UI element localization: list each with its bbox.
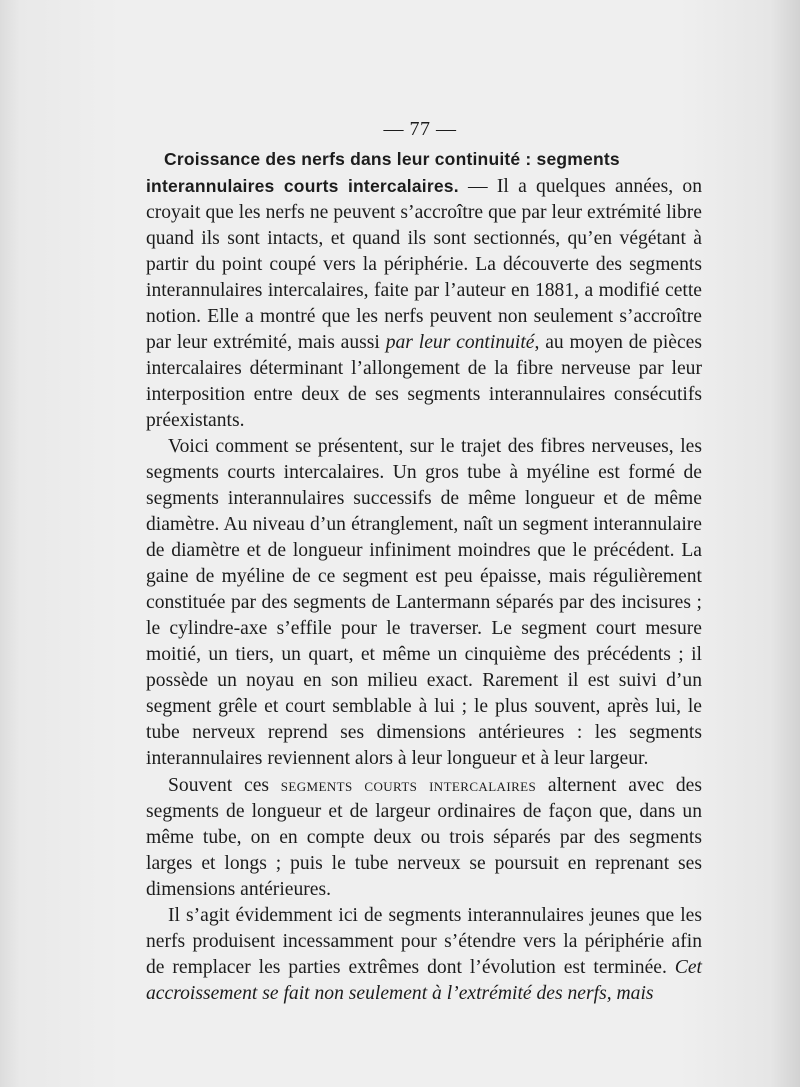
paragraph-1-text-end: , au moyen de pièces intercalaires déterminant l’allongement de la fibre nerveuse par leur interposition entre deux de ses segments interannulaires consécutifs préexistants.	[146, 332, 702, 431]
section-heading-line-2: interannulaires courts intercalaires.	[146, 176, 459, 196]
paragraph-4	[146, 903, 702, 1007]
paragraph-3-text: Souvent ces	[168, 775, 281, 796]
paragraph-4-italic: Cet accroissement se fait non seulement à l’extrémité des nerfs, mais	[146, 957, 702, 1004]
paragraph-2: Voici comment se présentent, sur le trajet des fibres nerveuses, les segments courts intercalaires. Un gros tube à myéline est formé de segments interannulaires successifs de même longueur et de même diamètre. Au niveau d’un étranglement, naît un segment interannulaire de diamètre et de longueur infiniment moindres que le précédent. La gaine de myéline de ce segment est peu épaisse, mais régulièrement constituée par des segments de Lantermann séparés par des incisures ; le cylindre-axe s’effile pour le traverser. Le segment court mesure moitié, un tiers, un quart, et même un cinquième des précédents ; il possède un noyau en son milieu exact. Rarement il est suivi d’un segment grêle et court semblable à lui ; le plus souvent, après lui, le tube nerveux reprend ses dimensions antérieures : les segments interannulaires reviennent alors à leur longueur et à leur largeur.	[146, 436, 702, 769]
paragraph-3	[146, 772, 702, 903]
section-heading-line-1: Croissance des nerfs dans leur continuité : segments	[164, 149, 620, 169]
paragraph-1-text: — Il a quelques années, on croyait que les nerfs ne peuvent s’accroître que par leur extrémité libre quand ils sont intacts, et quand ils sont sectionnés, qu’en végétant à partir du point coupé vers la périphérie. La découverte des segments interannulaires intercalaires, faite par l’auteur en 1881, a modifié cette notion. Elle a montré que les nerfs peuvent non seulement s’accroître par leur extrémité, mais aussi	[146, 176, 702, 353]
paragraph-1	[146, 146, 702, 434]
paragraph-3-text-end: alternent avec des segments de longueur et de largeur ordinaires de façon que, dans un même tube, on en compte deux ou trois séparés par des segments larges et longs ; puis le tube nerveux se poursuit en reprenant ses dimensions antérieures.	[146, 775, 702, 900]
body-text	[146, 146, 702, 1007]
paragraph-4-text: Il s’agit évidemment ici de segments interannulaires jeunes que les nerfs produisent incessamment pour s’étendre vers la périphérie afin de remplacer les parties extrêmes dont l’évolution est terminée.	[146, 905, 702, 978]
paragraph-1-italic: par leur continuité	[385, 332, 535, 353]
paragraph-3-smallcaps: segments courts intercalaires	[280, 775, 537, 795]
page-number: — 77 —	[383, 118, 457, 140]
